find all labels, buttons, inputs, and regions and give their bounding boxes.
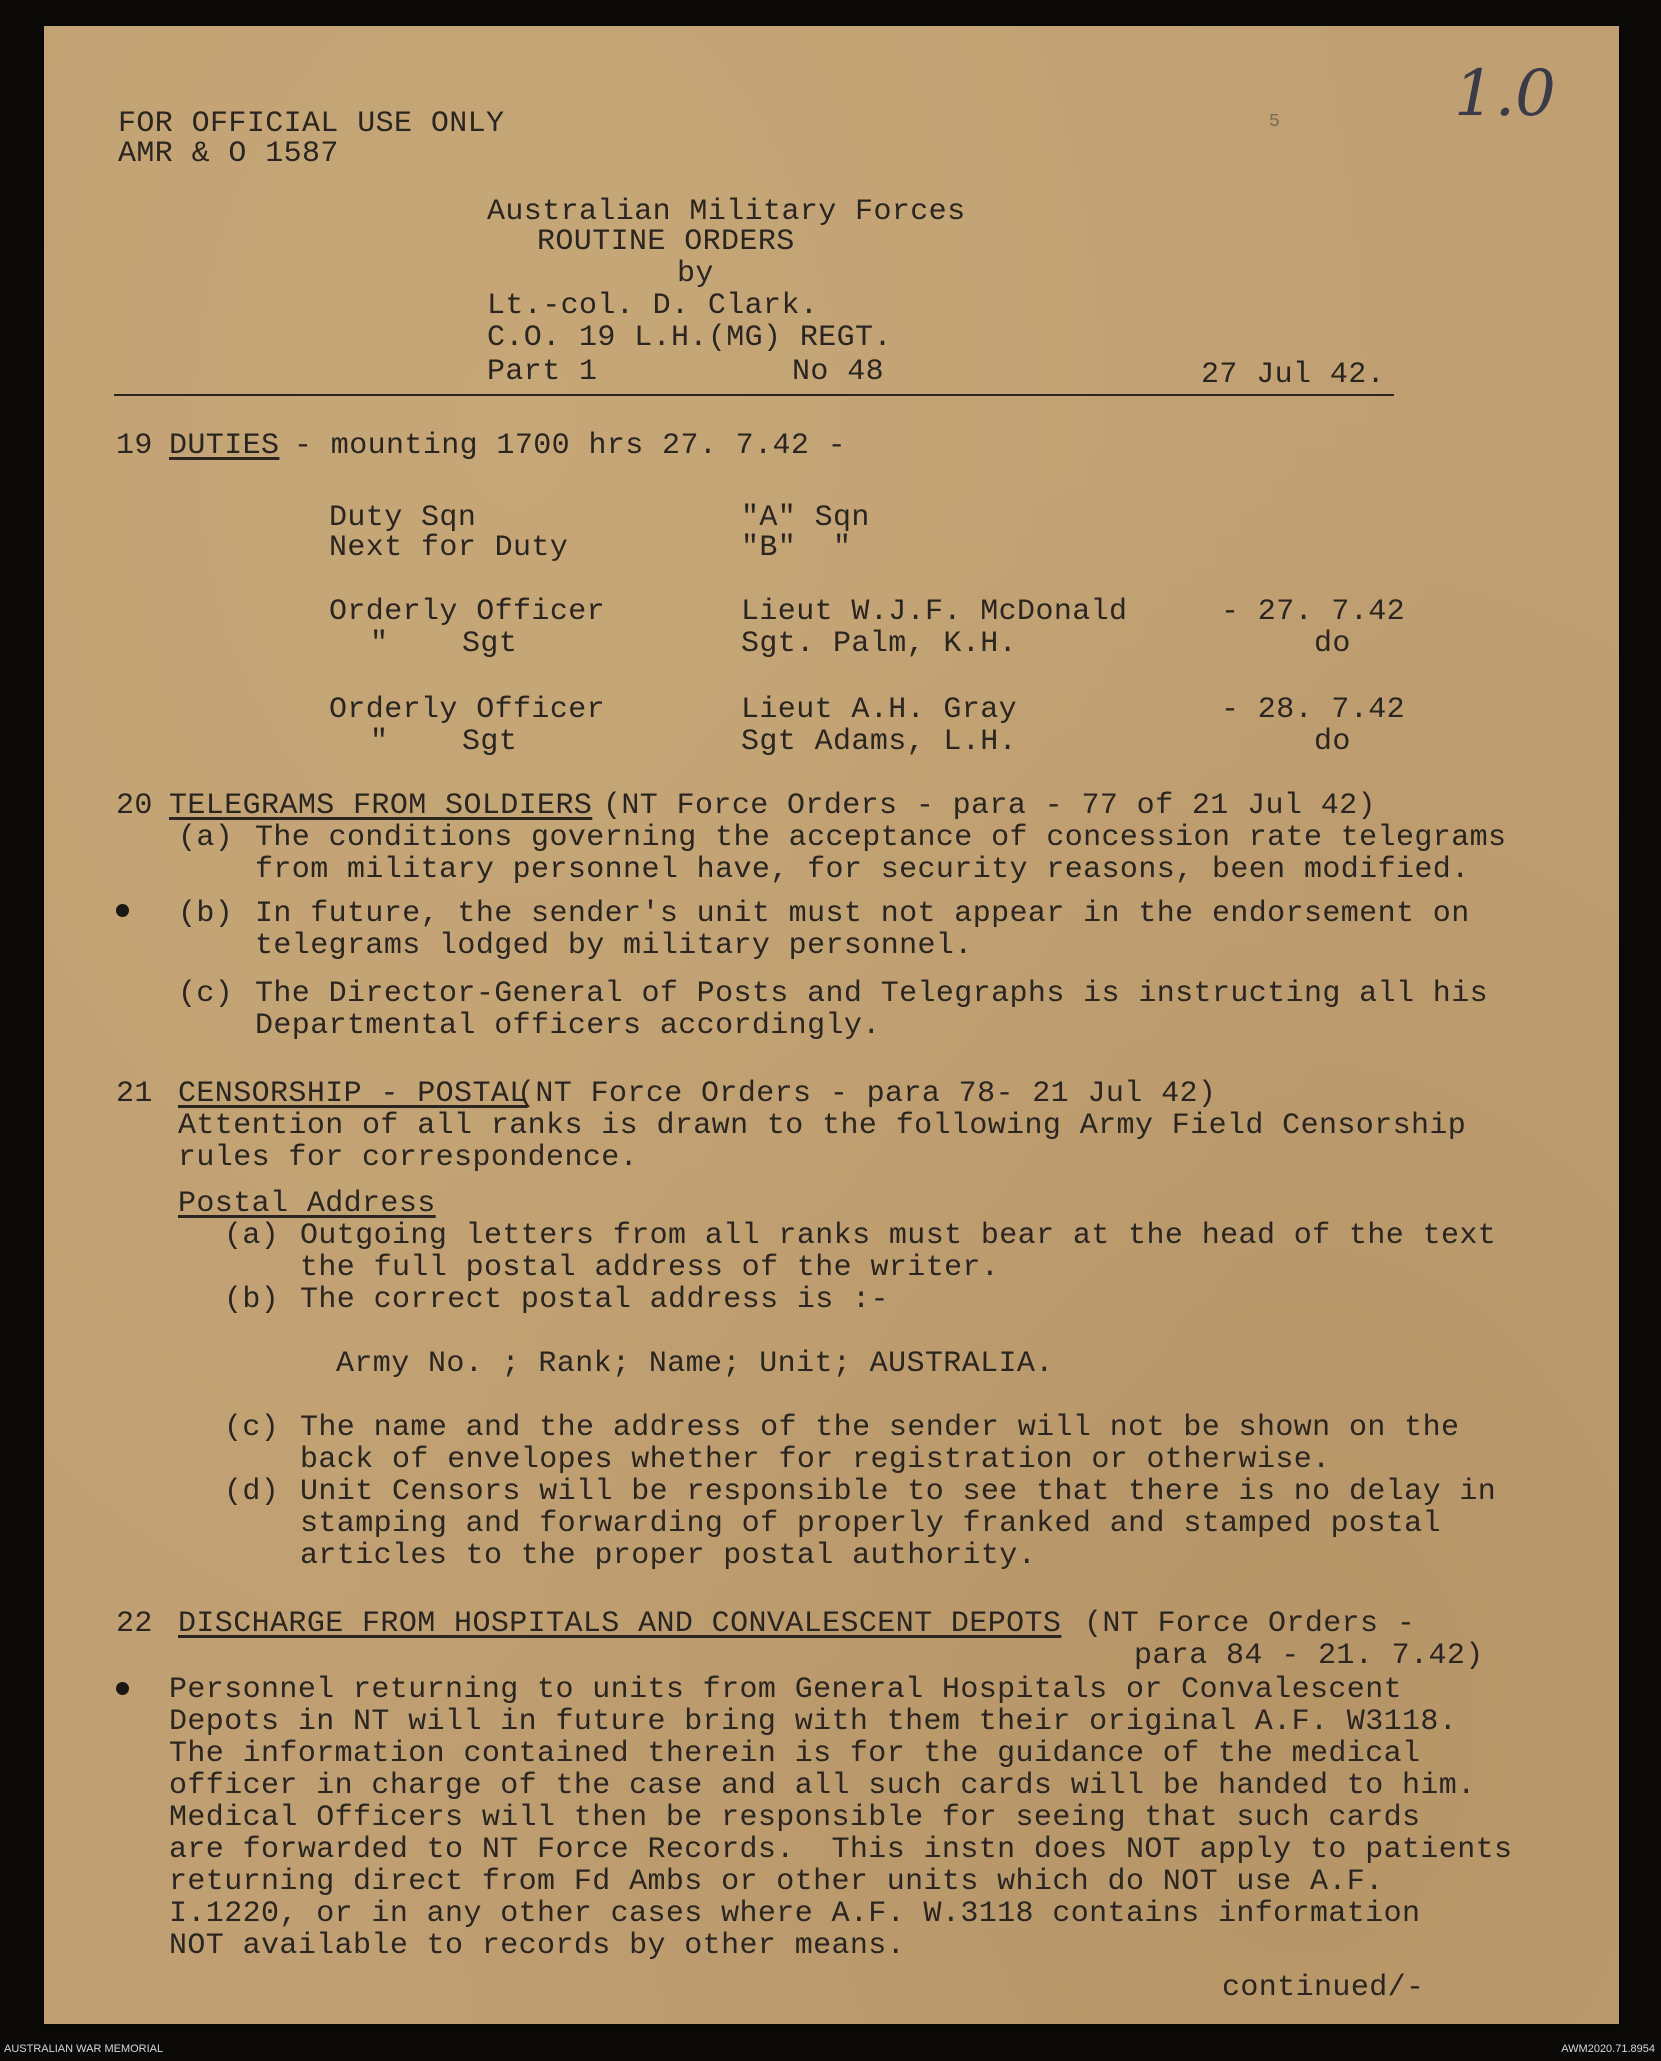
para-22-line: Medical Officers will then be responsible for seeing that such cards: [169, 1801, 1421, 1835]
orderly-sgt-value: Sgt. Palm, K.H.: [741, 627, 1018, 661]
para-22-line: officer in charge of the case and all such cards will be handed to him.: [169, 1769, 1476, 1803]
para-22-title: DISCHARGE FROM HOSPITALS AND CONVALESCENT DEPOTS: [178, 1607, 1062, 1641]
para-20-c-line-2: Departmental officers accordingly.: [255, 1009, 881, 1043]
para-20-reference: (NT Force Orders - para - 77 of 21 Jul 42): [603, 789, 1376, 823]
para-22-line: Depots in NT will in future bring with them their original A.F. W3118.: [169, 1705, 1458, 1739]
orderly-officer-value: Lieut W.J.F. McDonald: [741, 595, 1128, 629]
orderly-officer-date: - 27. 7.42: [1221, 595, 1406, 629]
para-20-b-line-1: In future, the sender's unit must not appear in the endorsement on: [255, 897, 1470, 931]
para-21-intro-line-2: rules for correspondence.: [178, 1141, 639, 1175]
unit-designation: C.O. 19 L.H.(MG) REGT.: [487, 321, 892, 355]
item-label: (c): [178, 977, 234, 1011]
item-label: (d): [224, 1475, 280, 1509]
duty-sqn-value: "A" Sqn: [741, 501, 870, 535]
postal-address-subheading: Postal Address: [178, 1187, 436, 1221]
document-reference: AMR & O 1587: [118, 137, 339, 171]
item-label: (b): [224, 1283, 280, 1317]
order-date: 27 Jul 42.: [1201, 358, 1386, 392]
para-22-line: I.1220, or in any other cases where A.F. W.3118 contains information: [169, 1897, 1421, 1931]
para-19-number: 19: [116, 429, 153, 463]
para-21-d-line-1: Unit Censors will be responsible to see that there is no delay in: [300, 1475, 1497, 1509]
document-page: [44, 26, 1619, 2024]
para-21-number: 21: [116, 1077, 153, 1111]
para-21-d-line-2: stamping and forwarding of properly franked and stamped postal: [300, 1507, 1441, 1541]
orderly-sgt-label: " Sgt: [370, 627, 518, 661]
postal-address-format: Army No. ; Rank; Name; Unit; AUSTRALIA.: [336, 1347, 1054, 1381]
para-19-heading-rest: - mounting 1700 hrs 27. 7.42 -: [294, 429, 847, 463]
binder-hole-mark: [116, 1682, 129, 1695]
duty-sqn-label: Duty Sqn: [329, 501, 477, 535]
item-label: (a): [178, 821, 234, 855]
para-22-number: 22: [116, 1607, 153, 1641]
part-number: Part 1: [487, 355, 598, 389]
orderly-sgt-label: " Sgt: [370, 725, 518, 759]
force-heading: Australian Military Forces: [487, 195, 966, 229]
by-line: by: [677, 257, 714, 291]
orderly-officer-label: Orderly Officer: [329, 693, 606, 727]
para-21-b-line-1: The correct postal address is :-: [300, 1283, 889, 1317]
para-21-a-line-2: the full postal address of the writer.: [300, 1251, 1000, 1285]
para-21-d-line-3: articles to the proper postal authority.: [300, 1539, 1037, 1573]
orderly-officer-label: Orderly Officer: [329, 595, 606, 629]
para-22-reference: (NT Force Orders -: [1084, 1607, 1416, 1641]
para-20-b-line-2: telegrams lodged by military personnel.: [255, 929, 973, 963]
classification: FOR OFFICIAL USE ONLY: [118, 107, 505, 141]
para-22-line: returning direct from Fd Ambs or other units which do NOT use A.F.: [169, 1865, 1384, 1899]
item-label: (c): [224, 1411, 280, 1445]
order-number: No 48: [792, 355, 885, 389]
archive-credit: AUSTRALIAN WAR MEMORIAL: [4, 2043, 164, 2055]
para-22-line: The information contained therein is for the guidance of the medical: [169, 1737, 1421, 1771]
para-21-a-line-1: Outgoing letters from all ranks must bear at the head of the text: [300, 1219, 1497, 1253]
para-20-number: 20: [116, 789, 153, 823]
para-21-reference: (NT Force Orders - para 78- 21 Jul 42): [517, 1077, 1217, 1111]
handwritten-folio-number: 1.0: [1454, 57, 1556, 131]
para-19-title: DUTIES: [169, 429, 280, 463]
continued-marker: continued/-: [1222, 1971, 1425, 2005]
para-20-a-line-2: from military personnel have, for security reasons, been modified.: [255, 853, 1470, 887]
orderly-officer-date: - 28. 7.42: [1221, 693, 1406, 727]
para-22-line: are forwarded to NT Force Records. This instn does NOT apply to patients: [169, 1833, 1513, 1867]
para-22-reference-cont: para 84 - 21. 7.42): [1134, 1639, 1484, 1673]
orderly-sgt-value: Sgt Adams, L.H.: [741, 725, 1018, 759]
binder-hole-mark: [116, 904, 129, 917]
para-20-title: TELEGRAMS FROM SOLDIERS: [169, 789, 593, 823]
para-20-a-line-1: The conditions governing the acceptance of concession rate telegrams: [255, 821, 1507, 855]
para-21-c-line-1: The name and the address of the sender will not be shown on the: [300, 1411, 1460, 1445]
header-divider: [114, 394, 1394, 396]
item-label: (b): [178, 897, 234, 931]
orderly-officer-value: Lieut A.H. Gray: [741, 693, 1018, 727]
next-for-duty-value: "B" ": [741, 531, 852, 565]
archive-accession-number: AWM2020.71.8954: [1561, 2043, 1655, 2055]
next-for-duty-label: Next for Duty: [329, 531, 569, 565]
para-21-title: CENSORSHIP - POSTAL: [178, 1077, 528, 1111]
commanding-officer: Lt.-col. D. Clark.: [487, 289, 819, 323]
orders-title: ROUTINE ORDERS: [537, 225, 795, 259]
para-21-intro-line-1: Attention of all ranks is drawn to the following Army Field Censorship: [178, 1109, 1467, 1143]
para-21-c-line-2: back of envelopes whether for registration or otherwise.: [300, 1443, 1331, 1477]
para-22-line: NOT available to records by other means.: [169, 1929, 906, 1963]
para-22-line: Personnel returning to units from General Hospitals or Convalescent: [169, 1673, 1402, 1707]
faint-stamp-mark: 5: [1269, 112, 1281, 132]
para-20-c-line-1: The Director-General of Posts and Telegraphs is instructing all his: [255, 977, 1488, 1011]
orderly-sgt-date: do: [1314, 725, 1351, 759]
item-label: (a): [224, 1219, 280, 1253]
orderly-sgt-date: do: [1314, 627, 1351, 661]
